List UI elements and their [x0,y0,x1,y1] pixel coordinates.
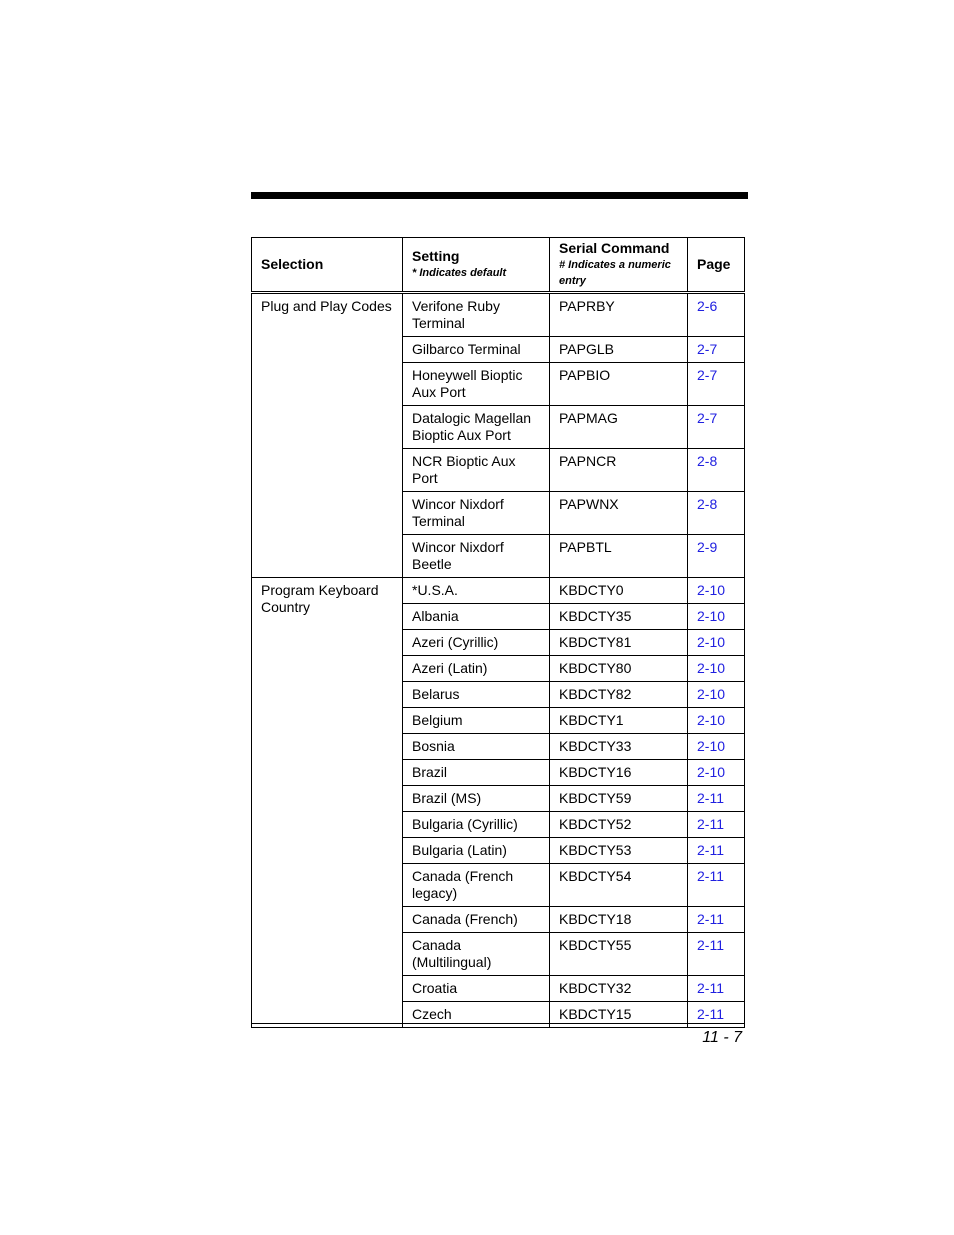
command-cell: PAPGLB [550,337,688,363]
command-cell: KBDCTY16 [550,760,688,786]
page-cell [688,933,745,976]
page-link[interactable]: 2-10 [697,634,726,650]
setting-cell: Gilbarco Terminal [403,337,550,363]
command-cell: KBDCTY33 [550,734,688,760]
setting-cell: Czech [403,1002,550,1028]
page-cell [688,812,745,838]
page-link[interactable]: 2-11 [697,842,724,858]
header-selection: Selection [252,238,403,293]
page-link[interactable]: 2-11 [697,1006,724,1022]
command-cell: KBDCTY81 [550,630,688,656]
top-rule [251,192,748,199]
command-cell: KBDCTY82 [550,682,688,708]
table-row [252,578,745,604]
serial-command-table [251,237,745,1028]
setting-cell: Belgium [403,708,550,734]
page-link[interactable]: 2-10 [697,686,726,702]
page-cell [688,492,745,535]
setting-cell: Honeywell Bioptic Aux Port [403,363,550,406]
header-page: Page [688,238,745,293]
page-link[interactable]: 2-11 [697,790,724,806]
page-cell [688,864,745,907]
page-cell [688,708,745,734]
page-cell [688,535,745,578]
command-cell: KBDCTY55 [550,933,688,976]
page-cell [688,838,745,864]
page-link[interactable]: 2-10 [697,764,726,780]
setting-cell: *U.S.A. [403,578,550,604]
page-cell [688,786,745,812]
page-link[interactable]: 2-10 [697,608,726,624]
page-cell [688,656,745,682]
page-number: 11 - 7 [702,1029,742,1046]
command-cell: KBDCTY52 [550,812,688,838]
setting-cell: Wincor Nixdorf Terminal [403,492,550,535]
page-link[interactable]: 2-10 [697,660,726,676]
command-cell: PAPWNX [550,492,688,535]
command-cell: KBDCTY35 [550,604,688,630]
command-cell: PAPBTL [550,535,688,578]
page-link[interactable]: 2-11 [697,937,724,953]
setting-cell: Bosnia [403,734,550,760]
header-setting: Setting * Indicates default [403,238,550,293]
page-link[interactable]: 2-8 [697,496,718,512]
command-cell: KBDCTY54 [550,864,688,907]
selection-cell: Program Keyboard Country [252,578,403,1028]
page-cell [688,976,745,1002]
setting-cell: Brazil (MS) [403,786,550,812]
command-cell: KBDCTY32 [550,976,688,1002]
setting-cell: Canada (French) [403,907,550,933]
page-link[interactable]: 2-11 [697,980,724,996]
setting-cell: Datalogic Magellan Bioptic Aux Port [403,406,550,449]
command-cell: KBDCTY80 [550,656,688,682]
page-link[interactable]: 2-11 [697,816,724,832]
setting-cell: Canada (French legacy) [403,864,550,907]
table-header [252,238,745,293]
command-cell: KBDCTY18 [550,907,688,933]
command-cell: PAPBIO [550,363,688,406]
page-link[interactable]: 2-11 [697,868,724,884]
page-cell [688,907,745,933]
setting-cell: Verifone Ruby Terminal [403,293,550,337]
page-link[interactable]: 2-10 [697,712,726,728]
header-setting-note: * Indicates default [412,267,507,279]
page-link[interactable]: 2-6 [697,298,718,314]
setting-cell: Bulgaria (Cyrillic) [403,812,550,838]
setting-cell: Albania [403,604,550,630]
page-link[interactable]: 2-7 [697,367,718,383]
command-cell: KBDCTY59 [550,786,688,812]
setting-cell: Azeri (Cyrillic) [403,630,550,656]
page-cell [688,604,745,630]
command-cell: KBDCTY0 [550,578,688,604]
bottom-rule [251,1023,744,1024]
setting-cell: NCR Bioptic Aux Port [403,449,550,492]
page-link[interactable]: 2-10 [697,738,726,754]
page-link[interactable]: 2-8 [697,453,718,469]
page-cell [688,760,745,786]
page-cell [688,293,745,337]
table-row [252,293,745,337]
setting-cell: Belarus [403,682,550,708]
header-serial-note: # Indicates a numeric entry [559,259,671,287]
page-cell [688,337,745,363]
page-link[interactable]: 2-7 [697,410,718,426]
command-cell: PAPMAG [550,406,688,449]
command-cell: KBDCTY1 [550,708,688,734]
table-body [252,293,745,1028]
page-link[interactable]: 2-10 [697,582,726,598]
command-cell: PAPRBY [550,293,688,337]
page-cell [688,406,745,449]
page-cell [688,630,745,656]
command-cell: PAPNCR [550,449,688,492]
setting-cell: Canada (Multilingual) [403,933,550,976]
command-cell: KBDCTY53 [550,838,688,864]
setting-cell: Azeri (Latin) [403,656,550,682]
setting-cell: Brazil [403,760,550,786]
page-cell [688,363,745,406]
page-cell [688,682,745,708]
setting-cell: Bulgaria (Latin) [403,838,550,864]
setting-cell: Wincor Nixdorf Beetle [403,535,550,578]
command-cell: KBDCTY15 [550,1002,688,1028]
page-link[interactable]: 2-9 [697,539,718,555]
setting-cell: Croatia [403,976,550,1002]
header-serial-command: Serial Command # Indicates a numeric entry [550,238,688,293]
page-cell [688,578,745,604]
page-cell [688,734,745,760]
selection-cell: Plug and Play Codes [252,293,403,578]
page-cell [688,449,745,492]
page-link[interactable]: 2-11 [697,911,724,927]
page-link[interactable]: 2-7 [697,341,718,357]
